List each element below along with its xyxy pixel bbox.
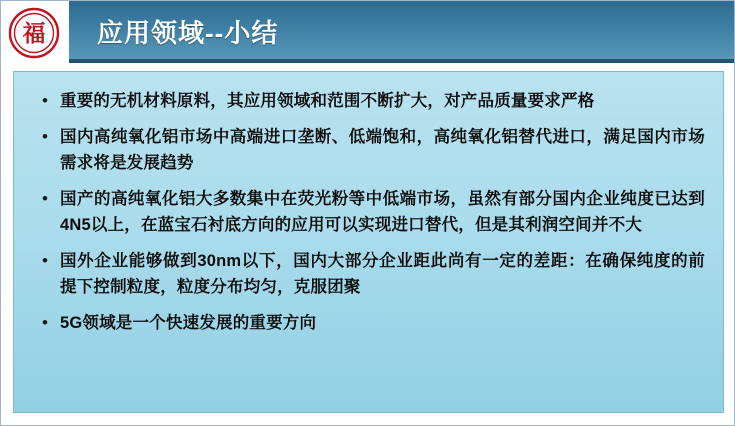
bullet-text: 重要的无机材料原料，其应用领域和范围不断扩大，对产品质量要求严格	[60, 92, 595, 110]
bullet-marker-icon: •	[42, 250, 48, 270]
slide-footer-space	[1, 413, 735, 425]
list-item	[42, 88, 705, 115]
slide-header	[1, 1, 735, 63]
bullet-text: 国外企业能够做到30nm以下，国内大部分企业距此尚有一定的差距：在确保纯度的前提下控制粒度，粒度分布均匀，克服团聚	[60, 251, 705, 296]
bullet-list	[42, 88, 705, 345]
list-item	[42, 248, 705, 301]
bullet-marker-icon: •	[42, 188, 48, 208]
page-title: 应用领域--小结	[97, 18, 279, 48]
header-underline	[69, 59, 735, 63]
bullet-text: 国内高纯氧化铝市场中高端进口垄断、低端饱和，高纯氧化铝替代进口，满足国内市场需求将是发展趋势	[60, 127, 705, 172]
slide-content-panel	[13, 71, 724, 413]
bullet-marker-icon: •	[42, 312, 48, 332]
list-item	[42, 186, 705, 239]
svg-text:福: 福	[22, 21, 46, 46]
bullet-text: 国产的高纯氧化铝大多数集中在荧光粉等中低端市场，虽然有部分国内企业纯度已达到4N5以上，在蓝宝石衬底方向的应用可以实现进口替代，但是其利润空间并不大	[60, 189, 705, 234]
list-item	[42, 124, 705, 177]
fu-character-seal-logo-icon	[7, 6, 61, 60]
bullet-text: 5G领域是一个快速发展的重要方向	[60, 313, 317, 332]
bullet-marker-icon: •	[42, 91, 48, 110]
list-item	[42, 310, 705, 337]
bullet-marker-icon: •	[42, 126, 48, 146]
